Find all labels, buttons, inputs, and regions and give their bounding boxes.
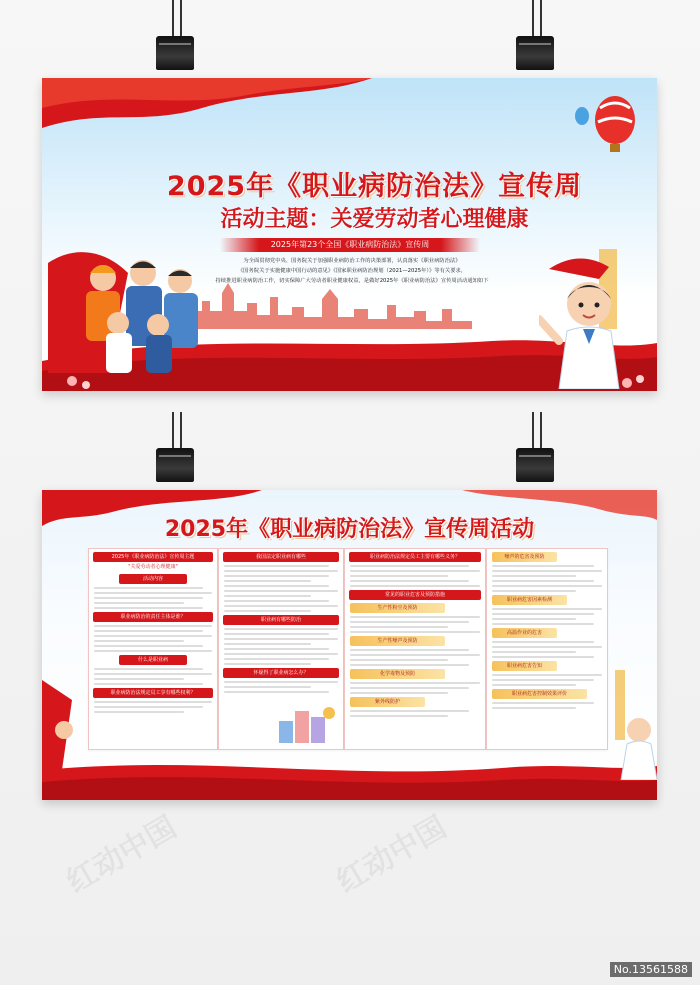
intro-line: 持续推进职业病防治工作，切实保障广大劳动者职业健康权益，是做好2025年《职业病防治法》宣传周活动通知如下 <box>215 278 489 284</box>
intro-line: 《国务院关于实施健康中国行动的意见》《国家职业病防治规划（2021—2025年）》等有关要求， <box>237 268 467 274</box>
panel-heading: 职业病防治法规定员工主要有哪些义务？ <box>349 552 481 562</box>
poster-theme: 活动主题：关爱劳动者心理健康 <box>220 207 529 232</box>
info-panel-2 <box>218 548 344 750</box>
red-flag-ribbon-top <box>42 78 657 158</box>
binder-clip-right <box>512 0 558 74</box>
info-panel-4 <box>486 548 608 750</box>
panel-heading: 什么是职业病 <box>119 655 187 665</box>
info-panel-3 <box>344 548 486 750</box>
poster-subtitle-bar: 2025年第23个全国《职业病防治法》宣传周 <box>220 238 480 252</box>
panel-subheading: 职业病危害告知 <box>492 661 557 671</box>
panel-subheading: 职业病危害控制效果评价 <box>492 689 587 699</box>
info-panel-1 <box>88 548 218 750</box>
intro-line: 为全面贯彻党中央、国务院关于加强职业病防治工作的决策部署，认真落实《职业病防治法》 <box>243 258 461 264</box>
poster-top <box>42 78 657 391</box>
binder-clip-left <box>152 0 198 74</box>
watermark-text: 红动中国 <box>331 809 453 901</box>
hot-air-balloon-icon <box>572 92 642 172</box>
panel-subheading: 生产性噪声及预防 <box>350 636 445 646</box>
panel-heading: 职业病防治法规定员工享有哪些权利？ <box>93 688 213 698</box>
panel-heading: 职业病防治的责任主体是谁？ <box>93 612 213 622</box>
poster-bottom <box>42 490 657 800</box>
poster-title: 2025年《职业病防治法》宣传周 <box>166 171 583 202</box>
workers-illustration-2 <box>42 680 82 770</box>
panel-subheading: 紫外线防护 <box>350 697 425 707</box>
panel-heading: 常见的职业危害及预防措施 <box>349 590 481 600</box>
binder-clip-left-2 <box>152 412 198 486</box>
watermark-text: 红动中国 <box>61 809 183 901</box>
panel-subheading: 噪声的危害及预防 <box>492 552 557 562</box>
panel-subheading: 生产性粉尘及预防 <box>350 603 445 613</box>
doctor-illustration-2 <box>609 670 657 780</box>
panel-heading: 怀疑得了职业病怎么办？ <box>223 668 339 678</box>
red-ribbon-bottom-2 <box>42 750 657 800</box>
panel-subheading: 高温作业的危害 <box>492 628 557 638</box>
poster2-title: 2025年《职业病防治法》宣传周活动 <box>164 517 535 542</box>
panel-subheading: 职业病危害因素检测 <box>492 595 567 605</box>
workers-illustration <box>48 223 228 373</box>
panel-subheading: 化学毒物及预防 <box>350 669 445 679</box>
doctor-illustration <box>539 249 639 389</box>
panel-theme: "关爱劳动者心理健康" <box>128 564 178 570</box>
image-number-badge: No.13561588 <box>610 962 692 977</box>
panel-heading: 活动内容 <box>119 574 187 584</box>
binder-clip-right-2 <box>512 412 558 486</box>
factory-illustration <box>277 703 337 743</box>
panel-heading: 职业病有哪些防治 <box>223 615 339 625</box>
panel-heading: 我国法定职业病有哪些 <box>223 552 339 562</box>
panel-heading: 2025年《职业病防治法》宣传周主题 <box>93 552 213 562</box>
